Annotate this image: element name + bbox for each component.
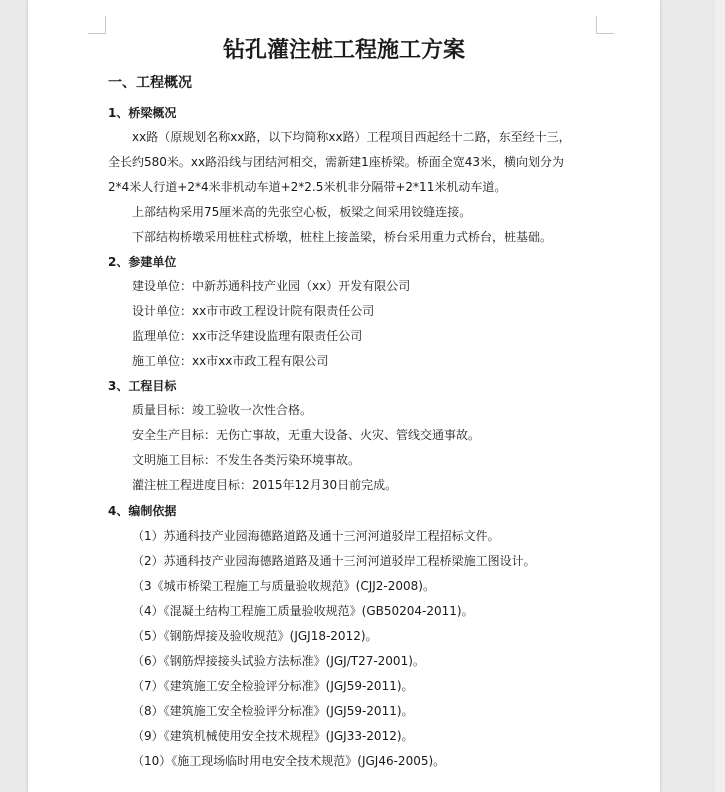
list-item: 质量目标：竣工验收一次性合格。 bbox=[132, 403, 313, 417]
list-item: （3《城市桥梁工程施工与质量验收规范》(CJJ2-2008)。 bbox=[132, 579, 435, 593]
list-item: （8）《建筑施工安全检验评分标准》(JGJ59-2011)。 bbox=[132, 704, 414, 718]
list-item: 监理单位：xx市泛华建设监理有限责任公司 bbox=[132, 329, 363, 343]
subheading-bridge-overview: 1、桥梁概况 bbox=[108, 106, 177, 120]
paragraph-line: 下部结构桥墩采用桩柱式桥墩，桩柱上接盖梁，桥台采用重力式桥台，桩基础。 bbox=[132, 230, 553, 244]
list-item: 施工单位：xx市xx市政工程有限公司 bbox=[132, 354, 329, 368]
paragraph-line: 2*4米人行道+2*4米非机动车道+2*2.5米机非分隔带+2*11米机动车道。 bbox=[108, 180, 507, 194]
document-page bbox=[28, 0, 660, 792]
list-item: 安全生产目标：无伤亡事故，无重大设备、火灾、管线交通事故。 bbox=[132, 428, 481, 442]
paragraph-line: 上部结构采用75厘米高的先张空心板，板梁之间采用铰缝连接。 bbox=[132, 205, 472, 219]
subheading-basis: 4、编制依据 bbox=[108, 504, 177, 518]
subheading-participants: 2、参建单位 bbox=[108, 255, 177, 269]
scrollbar-track[interactable] bbox=[715, 0, 725, 792]
subheading-goals: 3、工程目标 bbox=[108, 379, 177, 393]
list-item: （1）苏通科技产业园海德路道路及通十三河河道驳岸工程招标文件。 bbox=[132, 529, 500, 543]
document-title: 钻孔灌注桩工程施工方案 bbox=[222, 37, 465, 63]
crop-mark-top-left bbox=[88, 16, 106, 34]
list-item: 文明施工目标：不发生各类污染环境事故。 bbox=[132, 453, 361, 467]
section-heading-overview: 一、工程概况 bbox=[108, 75, 192, 91]
list-item: 灌注桩工程进度目标：2015年12月30日前完成。 bbox=[132, 478, 398, 492]
list-item: （9）《建筑机械使用安全技术规程》(JGJ33-2012)。 bbox=[132, 729, 414, 743]
paragraph-line: xx路（原规划名称xx路，以下均简称xx路）工程项目西起经十二路，东至经十三， bbox=[132, 130, 571, 144]
list-item: 建设单位：中新苏通科技产业园（xx）开发有限公司 bbox=[132, 279, 411, 293]
list-item: （10）《施工现场临时用电安全技术规范》(JGJ46-2005)。 bbox=[132, 754, 446, 768]
list-item: 设计单位：xx市市政工程设计院有限责任公司 bbox=[132, 304, 375, 318]
crop-mark-top-right bbox=[596, 16, 614, 34]
list-item: （5）《钢筋焊接及验收规范》(JGJ18-2012)。 bbox=[132, 629, 378, 643]
list-item: （6）《钢筋焊接接头试验方法标准》(JGJ/T27-2001)。 bbox=[132, 654, 425, 668]
list-item: （4）《混凝土结构工程施工质量验收规范》(GB50204-2011)。 bbox=[132, 604, 474, 618]
paragraph-line: 全长约580米。xx路沿线与团结河相交，需新建1座桥梁。桥面全宽43米，横向划分为 bbox=[108, 155, 565, 169]
list-item: （7）《建筑施工安全检验评分标准》(JGJ59-2011)。 bbox=[132, 679, 414, 693]
list-item: （2）苏通科技产业园海德路道路及通十三河河道驳岸工程桥梁施工图设计。 bbox=[132, 554, 536, 568]
